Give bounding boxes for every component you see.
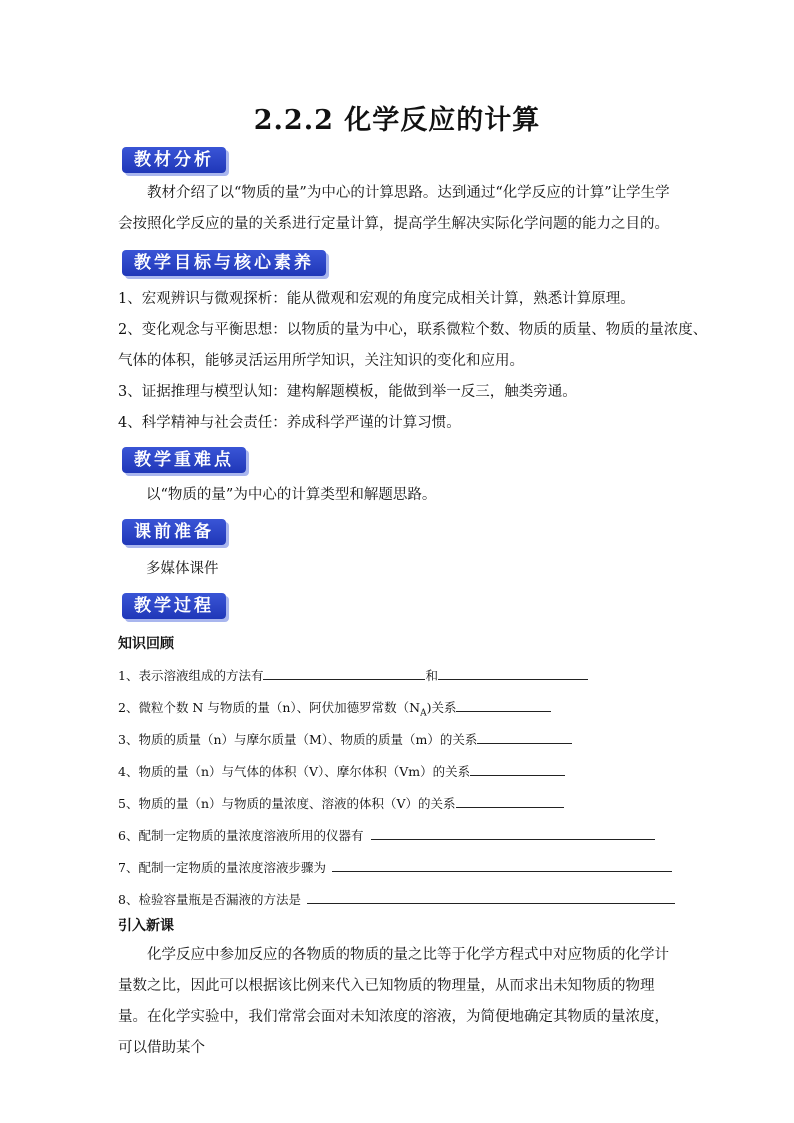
- answer-blank[interactable]: [456, 793, 564, 808]
- section-badge-goals: 教学目标与核心素养: [122, 250, 326, 276]
- review-question-7: [118, 857, 672, 877]
- question-text: 6、配制一定物质的量浓度溶液所用的仪器有: [118, 828, 364, 843]
- question-text: 3、物质的质量（n）与摩尔质量（M）、物质的质量（m）的关系: [118, 732, 478, 747]
- subscript: A: [420, 708, 427, 719]
- section-badge-analysis: 教材分析: [122, 147, 226, 173]
- question-text: 和: [425, 668, 438, 683]
- review-question-6: [118, 825, 655, 845]
- answer-blank[interactable]: [332, 857, 672, 872]
- review-question-8: [118, 889, 675, 909]
- question-text: 7、配制一定物质的量浓度溶液步骤为: [118, 860, 326, 875]
- question-text: )关系: [426, 700, 457, 715]
- question-text: 2、微粒个数 N 与物质的量（n）、阿伏加德罗常数（N: [118, 700, 421, 715]
- question-text: 1、表示溶液组成的方法有: [118, 668, 264, 683]
- review-question-3: [118, 729, 572, 749]
- section-badge-prep: 课前准备: [122, 519, 226, 545]
- prep-text: 多媒体课件: [146, 561, 219, 577]
- goal-item-1: 1、宏观辨识与微观探析：能从微观和宏观的角度完成相关计算，熟悉计算原理。: [118, 291, 635, 307]
- review-heading: 知识回顾: [118, 636, 174, 652]
- question-text: 4、物质的量（n）与气体的体积（V）、摩尔体积（Vm）的关系: [118, 764, 471, 779]
- review-question-4: [118, 761, 565, 781]
- answer-blank[interactable]: [477, 729, 572, 744]
- question-text: 5、物质的量（n）与物质的量浓度、溶液的体积（V）的关系: [118, 796, 456, 811]
- goal-item-2: 2、变化观念与平衡思想：以物质的量为中心，联系微粒个数、物质的质量、物质的量浓度、: [118, 322, 708, 338]
- answer-blank[interactable]: [456, 697, 551, 712]
- intro-heading: 引入新课: [118, 918, 174, 934]
- review-question-1: [118, 665, 588, 685]
- answer-blank[interactable]: [263, 665, 425, 680]
- document-title: 2.2.2 化学反应的计算: [253, 105, 541, 136]
- goal-item-3: 3、证据推理与模型认知：建构解题模板，能做到举一反三，触类旁通。: [118, 384, 577, 400]
- section-badge-difficulty: 教学重难点: [122, 447, 246, 473]
- review-question-5: [118, 793, 564, 813]
- answer-blank[interactable]: [307, 889, 675, 904]
- goal-item-2-cont: 气体的体积，能够灵活运用所学知识，关注知识的变化和应用。: [118, 353, 524, 369]
- question-text: 8、检验容量瓶是否漏液的方法是: [118, 892, 301, 907]
- analysis-text: 教材介绍了以“物质的量”为中心的计算思路。达到通过“化学反应的计算”让学生学会按照化学反应的量的关系进行定量计算，提高学生解决实际化学问题的能力之目的。: [118, 185, 670, 232]
- intro-text: 化学反应中参加反应的各物质的物质的量之比等于化学方程式中对应物质的化学计量数之比，因此可以根据该比例来代入已知物质的物理量，从而求出未知物质的物理量。在化学实验中，我们常常会面对未知浓度的溶液，为简便地确定其物质的量浓度，可以借助某个: [118, 947, 669, 1056]
- difficulty-text: 以“物质的量”为中心的计算类型和解题思路。: [146, 487, 437, 503]
- answer-blank[interactable]: [371, 825, 655, 840]
- review-question-2: [118, 697, 551, 723]
- answer-blank[interactable]: [438, 665, 588, 680]
- answer-blank[interactable]: [470, 761, 565, 776]
- section-badge-process: 教学过程: [122, 593, 226, 619]
- goal-item-4: 4、科学精神与社会责任：养成科学严谨的计算习惯。: [118, 415, 461, 431]
